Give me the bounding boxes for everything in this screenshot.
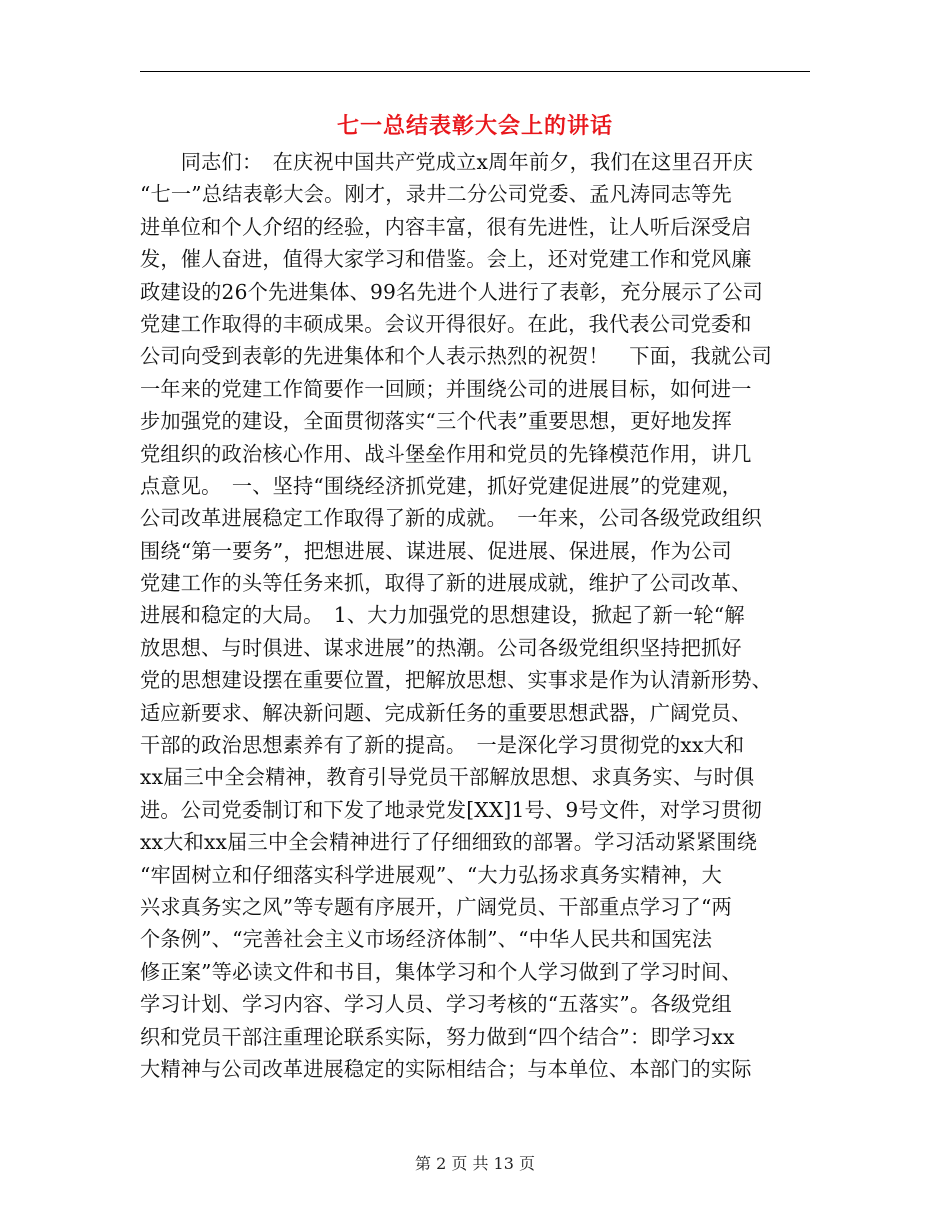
- body-line: xx大和xx届三中全会精神进行了仔细细致的部署。学习活动紧紧围绕: [140, 830, 758, 855]
- body-line: 学习计划、学习内容、学习人员、学习考核的“五落实”。各级党组: [140, 992, 732, 1017]
- body-line: 进展和稳定的大局。 1、大力加强党的思想建设，掀起了新一轮“解: [140, 603, 745, 628]
- body-line: 大精神与公司改革进展稳定的实际相结合；与本单位、本部门的实际: [140, 1056, 752, 1081]
- body-line: “七一”总结表彰大会。刚才，录井二分公司党委、孟凡涛同志等先: [140, 182, 732, 207]
- header-rule: [140, 71, 810, 72]
- body-line: xx届三中全会精神，教育引导党员干部解放思想、求真务实、与时俱: [140, 765, 755, 790]
- body-line: 点意见。 一、坚持“围绕经济抓党建，抓好党建促进展”的党建观，: [140, 473, 743, 498]
- body-line: 公司改革进展稳定工作取得了新的成就。 一年来，公司各级党政组织: [140, 506, 762, 531]
- body-line: 同志们： 在庆祝中国共产党成立x周年前夕，我们在这里召开庆: [140, 150, 754, 174]
- body-line: 兴求真务实之风”等专题有序展开，广阔党员、干部重点学习了“两: [140, 894, 732, 919]
- body-line: 步加强党的建设，全面贯彻落实“三个代表”重要思想，更好地发挥: [140, 409, 732, 434]
- body-line: 干部的政治思想素养有了新的提高。 一是深化学习贯彻党的xx大和: [140, 733, 745, 758]
- body-line: 政建设的26个先进集体、99名先进个人进行了表彰，充分展示了公司: [140, 279, 764, 304]
- body-line: 进。公司党委制订和下发了地录党发[XX]1号、9号文件，对学习贯彻: [140, 797, 762, 822]
- body-line: 个条例”、“完善社会主义市场经济体制”、“中华人民共和国宪法: [140, 927, 713, 952]
- body-line: 公司向受到表彰的先进集体和个人表示热烈的祝贺！ 下面，我就公司: [140, 344, 773, 369]
- document-body: [140, 146, 810, 1085]
- body-line: 进单位和个人介绍的经验，内容丰富，很有先进性，让人听后深受启: [140, 214, 752, 239]
- body-line: 适应新要求、解决新问题、完成新任务的重要思想武器，广阔党员、: [140, 700, 752, 725]
- body-line: 党建工作的头等任务来抓，取得了新的进展成就，维护了公司改革、: [140, 571, 752, 596]
- body-line: 织和党员干部注重理论联系实际，努力做到“四个结合”：即学习xx: [140, 1024, 735, 1049]
- body-line: 放思想、与时俱进、谋求进展”的热潮。公司各级党组织坚持把抓好: [140, 635, 742, 660]
- body-line: 发，催人奋进，值得大家学习和借鉴。会上，还对党建工作和党风廉: [140, 247, 752, 272]
- body-line: 党建工作取得的丰硕成果。会议开得很好。在此，我代表公司党委和: [140, 311, 752, 336]
- body-line: 围绕“第一要务”，把想进展、谋进展、促进展、保进展，作为公司: [140, 538, 732, 563]
- page-number-footer: 第 2 页 共 13 页: [415, 1154, 535, 1173]
- body-line: 党组织的政治核心作用、战斗堡垒作用和党员的先锋模范作用，讲几: [140, 441, 752, 466]
- body-line: 党的思想建设摆在重要位置，把解放思想、实事求是作为认清新形势、: [140, 668, 773, 693]
- body-line: 一年来的党建工作简要作一回顾；并围绕公司的进展目标，如何进一: [140, 376, 752, 401]
- body-line: “牢固树立和仔细落实科学进展观”、“大力弘扬求真务实精神，大: [140, 862, 723, 887]
- document-title: 七一总结表彰大会上的讲话: [336, 113, 613, 139]
- body-line: 修正案”等必读文件和书目，集体学习和个人学习做到了学习时间、: [140, 959, 742, 984]
